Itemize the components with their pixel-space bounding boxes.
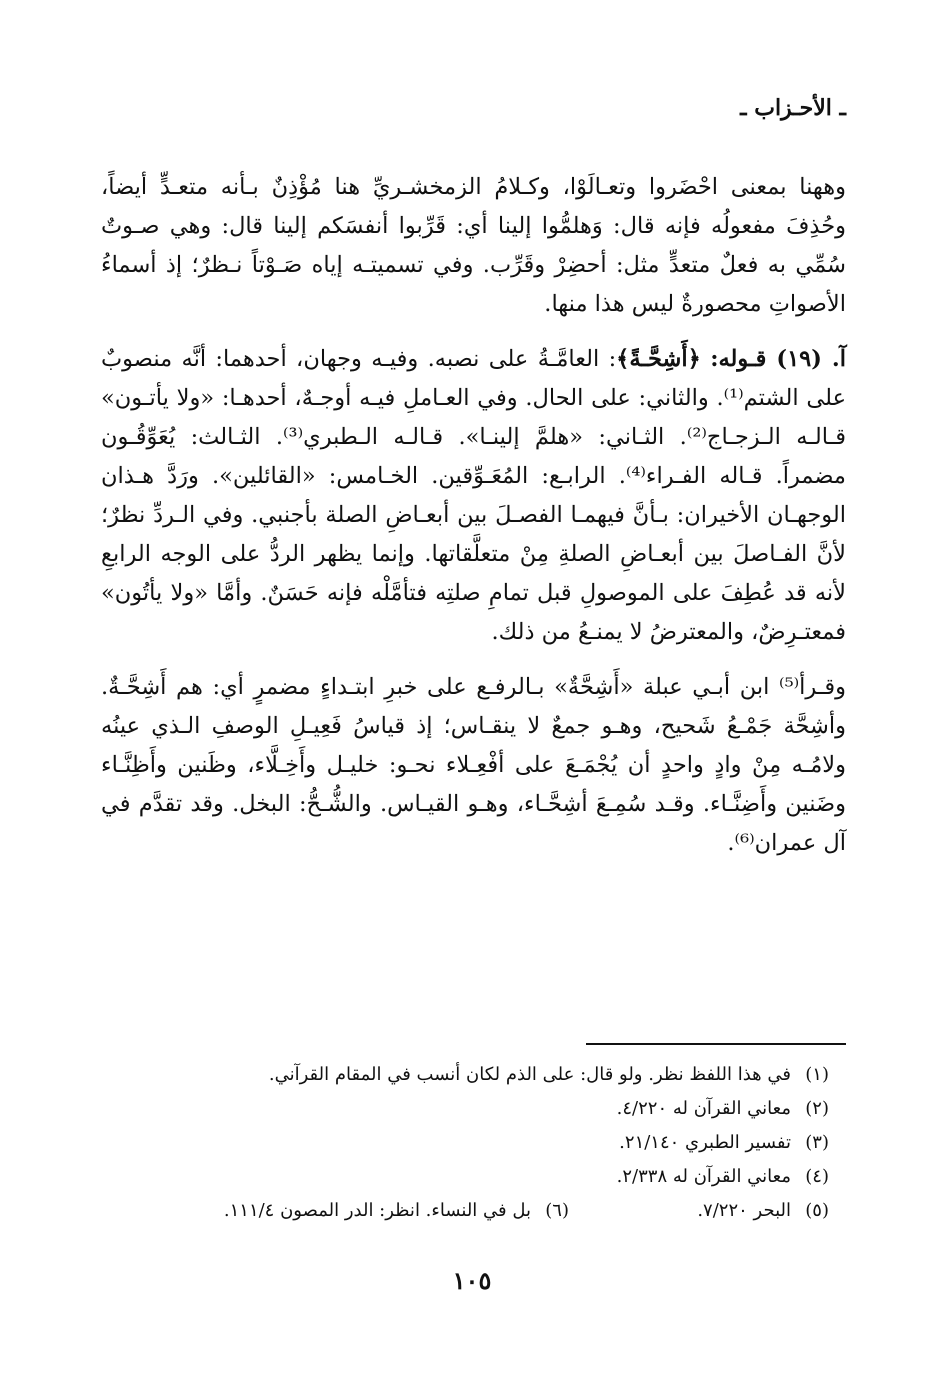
footnote-text: البحر ٧/٢٢٠. [697, 1200, 791, 1221]
paragraph: وههنا بمعنى احْضَروا وتعـالَوْا، وكـلامُ الزمخشـريِّ هنا مُؤْذِنٌ بـأنه متعـدٍّ أيضاً، وحُذِفَ مفعولُه فإنه قال: وَهلمُّوا إلينا أي: قَرِّبوا أنفسَكم إلينا قال: وهي صـوتٌ سُمِّي به فعلٌ متعدٍّ مثل: أحضِرْ وقَرِّب. وفي تسميتـه إياه صَـوْتاً نـظرٌ؛ إذ أسماءُ الأصواتِ محصورةٌ ليس هذا منها. [101, 174, 846, 317]
quranic-word: ﴿أَشِحَّـةً﴾ [616, 346, 701, 372]
footnote [689, 1194, 829, 1228]
footnote-row [129, 1092, 829, 1126]
footnote-text: معاني القرآن له ٤/٢٢٠. [616, 1098, 791, 1119]
footnote-separator [586, 1043, 846, 1045]
paragraph: وقـرأ⁽⁵⁾ ابن أبـي عبلة «أَشِحَّةٌ» بـالرفـع على خبرِ ابتـداءٍ مضمرٍ أي: هم أَشِحَّـةٌ. وأشِحَّة جَمْـعُ شَحيح، وهـو جمعٌ لا ينقـاس؛ إذ قياسُ فَعِيـلِ الوصفِ الـذي عينُه ولامُـه مِنْ وادٍ واحدٍ أن يُجْمَـعَ على أفْعِـلاء نحـو: خليـل وأَخِـلَّاء، وظَنين وأَظِنَّـاء وضَنين وأَضِنَّـاء. وقـد سُمِـعَ أشِحَّـاء، وهـو القيـاس. والشُّـحُّ: البخل. وقد تقدَّم في آل عمران⁽⁶⁾. [101, 674, 846, 856]
footnote-text: معاني القرآن له ٢/٣٣٨. [616, 1166, 791, 1187]
paragraph-text: : العامَّـةُ على نصبه. وفيـه وجهان، أحدهما: أنَّه منصوبٌ على الشتم⁽¹⁾. والثاني: على الحال. وفي العـاملِ فيـه أوجـهٌ، أحدهـا: «ولا يأتـون» قـالـه الـزجـاج⁽²⁾. الثـاني: «هلمَّ إلينـا». قـالـه الـطبري⁽³⁾. الثـالث: يُعَوِّقُـون مضمراً. قـاله الفـراء⁽⁴⁾. الرابـع: المُعَـوِّقين. الخـامس: «القائلين». ورَدَّ هـذان الوجهـان الأخيران: بـأنَّ فيهمـا الفصـلَ بين أبعـاضِ الصلة بأجنبي. وفي الـردِّ نظرٌ؛ لأنَّ الفـاصلَ بين أبعـاضِ الصلةِ مِنْ متعلَّقاتها. وإنما يظهر الردُّ على الوجه الرابعِ لأنه قد عُطِفَ على الموصولِ قبل تمامِ صلتِه فتأمَّلْه فإنه حَسَنٌ. وأمَّا «ولا يأتُون» فمعتـرِضٌ، والمعترضُ لا يمنـعُ من ذلك. [101, 346, 846, 645]
footnote-text: تفسير الطبري ٢١/١٤٠. [619, 1132, 791, 1153]
footnote [224, 1194, 569, 1228]
footnote-text: بل في النساء. انظر: الدر المصون ١١١/٤. [223, 1200, 531, 1221]
footnote [617, 1160, 829, 1194]
footnote-number: (٦) [545, 1200, 569, 1221]
main-text [101, 168, 846, 863]
footnote-number: (٥) [805, 1200, 829, 1221]
paragraph [101, 340, 846, 652]
footnote-row [129, 1160, 829, 1194]
running-header: ـ الأحـزاب ـ [740, 95, 846, 121]
footnote-number: (٣) [805, 1132, 829, 1153]
footnote-text: في هذا اللفظ نظر. ولو قال: على الذم لكان أنسب في المقام القرآني. [268, 1064, 791, 1085]
footnote [619, 1126, 829, 1160]
footnote-row [129, 1194, 829, 1228]
page-number: ١٠٥ [452, 1266, 492, 1295]
footnote-number: (٤) [805, 1166, 829, 1187]
footnote [269, 1058, 829, 1092]
footnote-row [129, 1126, 829, 1160]
footnote-row [129, 1058, 829, 1092]
footnote [617, 1092, 829, 1126]
footnote-number: (١) [805, 1064, 829, 1085]
footnotes [129, 1058, 829, 1228]
verse-reference: آ. (١٩) قـوله: [710, 346, 846, 372]
footnote-number: (٢) [805, 1098, 829, 1119]
